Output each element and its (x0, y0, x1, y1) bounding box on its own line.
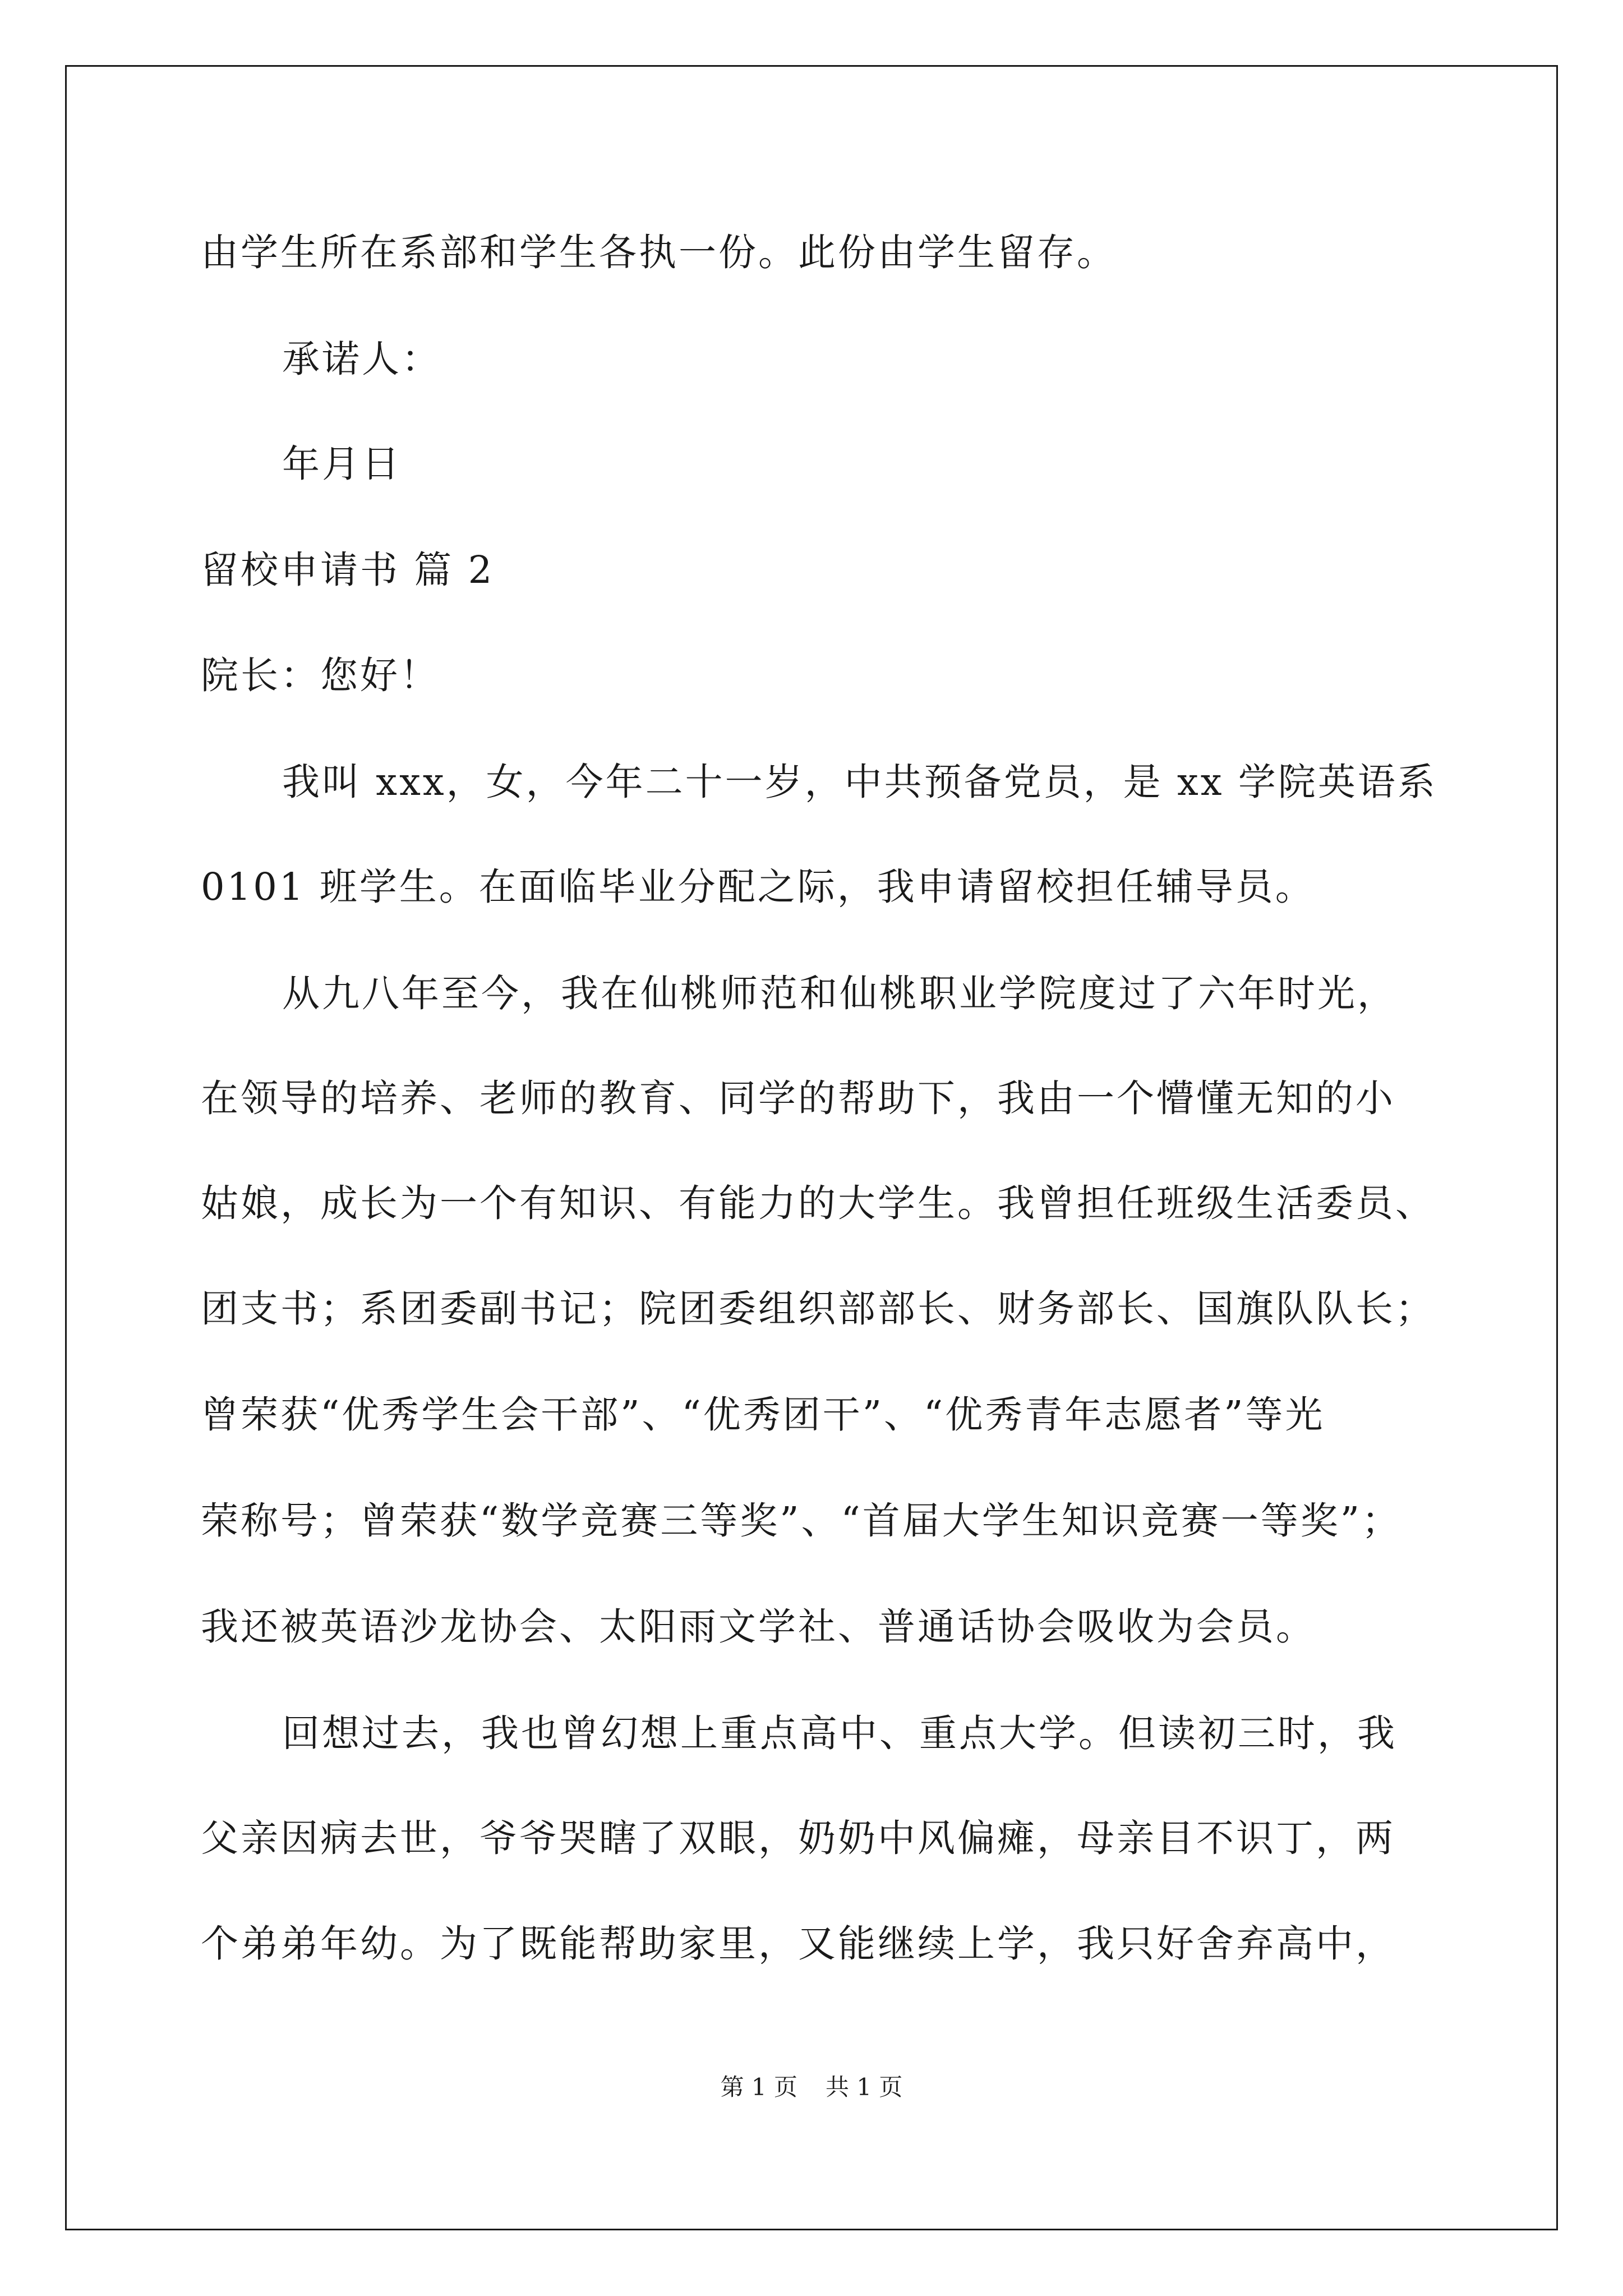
text-line: 回想过去，我也曾幻想上重点高中、重点大学。但读初三时，我 (282, 1711, 1397, 1755)
section-heading: 留校申请书 篇 2 (201, 548, 495, 592)
text-line: 我还被英语沙龙协会、太阳雨文学社、普通话协会吸收为会员。 (201, 1605, 1316, 1649)
text-line: 个弟弟年幼。为了既能帮助家里，又能继续上学，我只好舍弃高中， (201, 1922, 1395, 1966)
salutation: 院长：您好！ (201, 654, 440, 697)
text-line: 父亲因病去世，爷爷哭瞎了双眼，奶奶中风偏瘫，母亲目不识丁，两 (201, 1816, 1395, 1860)
text-line: 姑娘，成长为一个有知识、有能力的大学生。我曾担任班级生活委员、 (201, 1181, 1435, 1225)
text-line: 我叫 xxx，女，今年二十一岁，中共预备党员，是 xx 学院英语系 (282, 760, 1437, 804)
page-number: 第 1 页 (720, 2073, 797, 2101)
text-line: 承诺人： (282, 337, 441, 381)
text-line: 年月日 (282, 442, 402, 486)
text-line: 由学生所在系部和学生各执一份。此份由学生留存。 (201, 231, 1117, 274)
text-line: 0101 班学生。在面临毕业分配之际，我申请留校担任辅导员。 (201, 865, 1315, 909)
text-line: 团支书；系团委副书记；院团委组织部部长、财务部长、国旗队队长； (201, 1287, 1435, 1331)
page-border (65, 65, 1558, 2230)
text-line: 曾荣获“优秀学生会干部”、“优秀团干”、“优秀青年志愿者”等光 (201, 1393, 1325, 1437)
page-footer (0, 2072, 1623, 2103)
text-line: 荣称号；曾荣获“数学竞赛三等奖”、“首届大学生知识竞赛一等奖”； (201, 1499, 1402, 1543)
page-total: 共 1 页 (826, 2073, 903, 2101)
text-line: 从九八年至今，我在仙桃师范和仙桃职业学院度过了六年时光， (282, 972, 1397, 1015)
text-line: 在领导的培养、老师的教育、同学的帮助下，我由一个懵懂无知的小 (201, 1076, 1395, 1120)
